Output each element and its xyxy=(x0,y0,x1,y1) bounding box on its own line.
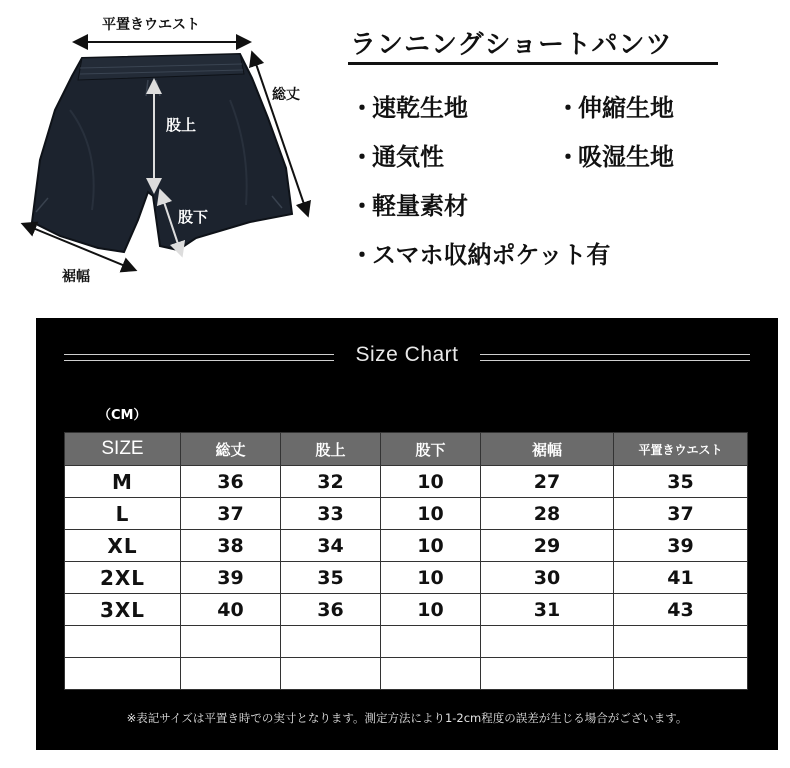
size-chart-title: Size Chart xyxy=(355,343,459,366)
size-cell: L xyxy=(65,498,181,530)
size-cell xyxy=(65,658,181,690)
table-cell xyxy=(481,626,614,658)
unit-label: （CM） xyxy=(98,408,147,423)
shorts-illustration xyxy=(0,0,330,300)
table-cell: 34 xyxy=(281,530,381,562)
table-cell: 31 xyxy=(481,594,614,626)
size-cell: XL xyxy=(65,530,181,562)
table-cell: 36 xyxy=(281,594,381,626)
table-cell: 27 xyxy=(481,466,614,498)
header-total-length: 総丈 xyxy=(181,433,281,466)
bullet-icon: ・ xyxy=(350,192,374,220)
table-cell: 40 xyxy=(181,594,281,626)
size-table xyxy=(64,432,748,690)
table-cell: 32 xyxy=(281,466,381,498)
header-inseam: 股下 xyxy=(381,433,481,466)
table-cell xyxy=(614,626,748,658)
table-cell: 10 xyxy=(381,562,481,594)
bullet-icon: ・ xyxy=(350,143,374,171)
header-waist: 平置きウエスト xyxy=(614,433,748,466)
size-cell: M xyxy=(65,466,181,498)
feature-item xyxy=(556,88,674,123)
table-cell: 29 xyxy=(481,530,614,562)
table-cell xyxy=(481,658,614,690)
table-cell: 38 xyxy=(181,530,281,562)
table-cell: 33 xyxy=(281,498,381,530)
table-row-empty xyxy=(65,658,748,690)
table-row xyxy=(65,594,748,626)
feature-item xyxy=(350,88,468,123)
header-rise: 股上 xyxy=(281,433,381,466)
table-row xyxy=(65,562,748,594)
table-cell: 39 xyxy=(181,562,281,594)
measurement-note: ※表記サイズは平置き時での実寸となります。測定方法により1-2cm程度の誤差が生じる場合がございます。 xyxy=(126,711,688,725)
feature-item xyxy=(350,235,610,270)
table-header-row xyxy=(65,433,748,466)
rise-label: 股上 xyxy=(166,116,197,134)
size-cell xyxy=(65,626,181,658)
table-cell xyxy=(281,626,381,658)
header-hem-width: 裾幅 xyxy=(481,433,614,466)
size-cell: 2XL xyxy=(65,562,181,594)
size-cell: 3XL xyxy=(65,594,181,626)
total-length-label: 総丈 xyxy=(272,87,300,103)
table-cell: 10 xyxy=(381,466,481,498)
feature-label: 伸縮生地 xyxy=(578,94,674,122)
table-cell: 41 xyxy=(614,562,748,594)
feature-item xyxy=(556,137,674,172)
bullet-icon: ・ xyxy=(350,241,374,269)
table-cell: 36 xyxy=(181,466,281,498)
table-cell: 35 xyxy=(281,562,381,594)
feature-label: 吸湿生地 xyxy=(578,143,674,171)
waist-label: 平置きウエスト xyxy=(102,17,200,33)
measurement-diagram xyxy=(0,0,330,300)
table-cell: 39 xyxy=(614,530,748,562)
table-cell: 37 xyxy=(614,498,748,530)
table-cell: 43 xyxy=(614,594,748,626)
hem-width-label: 裾幅 xyxy=(62,269,90,285)
table-cell xyxy=(181,658,281,690)
table-cell xyxy=(381,626,481,658)
table-cell: 28 xyxy=(481,498,614,530)
table-cell xyxy=(614,658,748,690)
feature-label: 速乾生地 xyxy=(372,94,468,122)
feature-item xyxy=(350,137,444,172)
table-row xyxy=(65,466,748,498)
product-title: ランニングショートパンツ xyxy=(350,30,673,60)
title-underline xyxy=(348,62,718,65)
inseam-label: 股下 xyxy=(178,208,209,226)
header-size: SIZE xyxy=(65,433,181,466)
table-row xyxy=(65,498,748,530)
table-cell xyxy=(281,658,381,690)
feature-label: スマホ収納ポケット有 xyxy=(372,241,611,269)
table-row xyxy=(65,530,748,562)
feature-label: 通気性 xyxy=(372,143,444,171)
table-cell: 30 xyxy=(481,562,614,594)
bullet-icon: ・ xyxy=(556,94,580,122)
feature-item xyxy=(350,186,468,221)
table-cell: 37 xyxy=(181,498,281,530)
bullet-icon: ・ xyxy=(556,143,580,171)
table-cell: 10 xyxy=(381,594,481,626)
table-cell: 10 xyxy=(381,498,481,530)
table-cell xyxy=(181,626,281,658)
size-chart-panel xyxy=(36,318,778,750)
bullet-icon: ・ xyxy=(350,94,374,122)
table-cell: 35 xyxy=(614,466,748,498)
table-row-empty xyxy=(65,626,748,658)
feature-label: 軽量素材 xyxy=(372,192,468,220)
table-cell: 10 xyxy=(381,530,481,562)
table-cell xyxy=(381,658,481,690)
